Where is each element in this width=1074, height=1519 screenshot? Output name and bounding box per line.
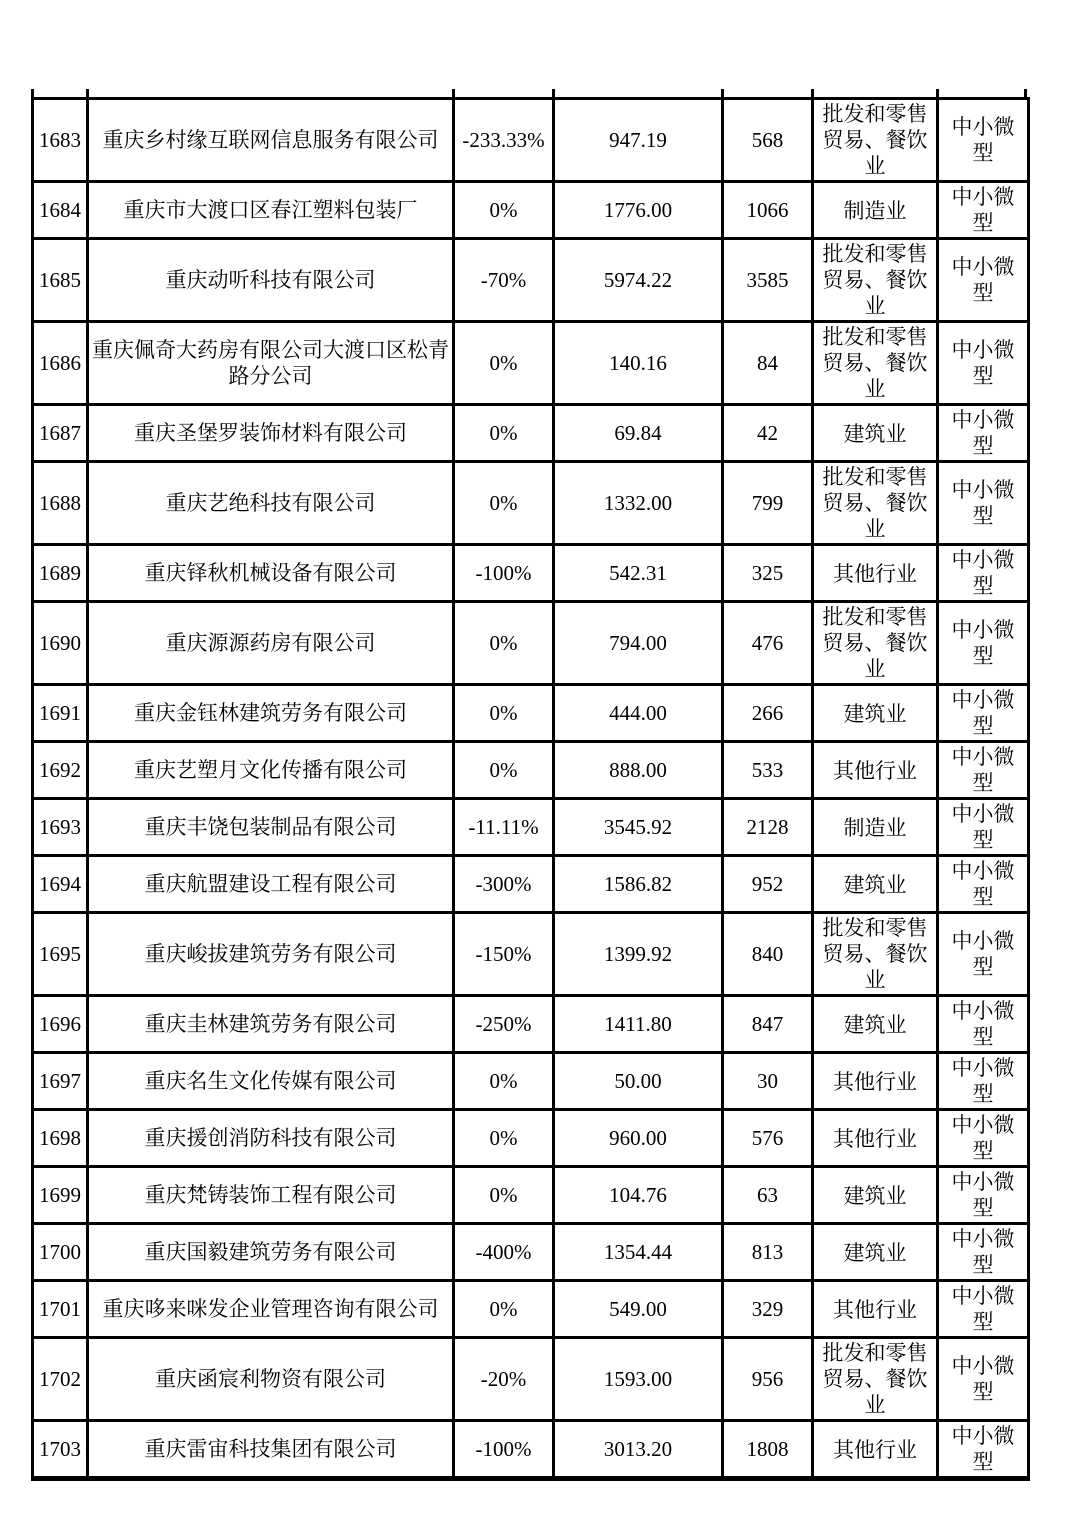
industry-label: 建筑业: [843, 873, 907, 898]
company-name-cell: 重庆哆来咪发企业管理咨询有限公司: [88, 1281, 454, 1338]
size-cell: [938, 1224, 1029, 1281]
count-cell: 42: [723, 405, 813, 462]
count-cell: 952: [723, 856, 813, 913]
change-percent-cell: 0%: [454, 1110, 554, 1167]
table-row: [33, 462, 1029, 545]
table-row: [33, 1224, 1029, 1281]
size-cell: [938, 1167, 1029, 1224]
count-cell: 84: [723, 322, 813, 405]
size-cell: [938, 322, 1029, 405]
count-cell: 30: [723, 1053, 813, 1110]
amount-cell: 3013.20: [554, 1421, 723, 1479]
industry-cell: [813, 1053, 938, 1110]
change-percent-cell: 0%: [454, 322, 554, 405]
grid-line-stub: [721, 89, 724, 97]
industry-cell: [813, 996, 938, 1053]
table-row: [33, 1421, 1029, 1479]
size-cell: [938, 405, 1029, 462]
change-percent-cell: -400%: [454, 1224, 554, 1281]
company-name-cell: 重庆丰饶包装制品有限公司: [88, 799, 454, 856]
grid-line-stub: [86, 89, 89, 97]
size-cell: [938, 1053, 1029, 1110]
industry-label: 其他行业: [833, 1298, 917, 1323]
amount-cell: 1593.00: [554, 1338, 723, 1421]
industry-cell: [813, 322, 938, 405]
size-cell: [938, 1338, 1029, 1421]
change-percent-cell: 0%: [454, 1167, 554, 1224]
count-cell: 325: [723, 545, 813, 602]
amount-cell: 947.19: [554, 99, 723, 182]
industry-label: 建筑业: [843, 1184, 907, 1209]
company-name-cell: 重庆雷宙科技集团有限公司: [88, 1421, 454, 1479]
count-cell: 847: [723, 996, 813, 1053]
count-cell: 1808: [723, 1421, 813, 1479]
amount-cell: 444.00: [554, 685, 723, 742]
row-number-cell: 1684: [33, 182, 88, 239]
change-percent-cell: 0%: [454, 685, 554, 742]
count-cell: 533: [723, 742, 813, 799]
row-number-cell: 1687: [33, 405, 88, 462]
row-number-cell: 1700: [33, 1224, 88, 1281]
table-row: [33, 913, 1029, 996]
company-name-cell: 重庆艺塑月文化传播有限公司: [88, 742, 454, 799]
amount-cell: 549.00: [554, 1281, 723, 1338]
amount-cell: 1354.44: [554, 1224, 723, 1281]
row-number-cell: 1690: [33, 602, 88, 685]
size-label: 中小微型: [951, 1227, 1015, 1277]
industry-cell: [813, 545, 938, 602]
change-percent-cell: 0%: [454, 405, 554, 462]
size-label: 中小微型: [951, 1056, 1015, 1106]
size-cell: [938, 799, 1029, 856]
company-name-cell: 重庆源源药房有限公司: [88, 602, 454, 685]
row-number-cell: 1699: [33, 1167, 88, 1224]
industry-cell: [813, 99, 938, 182]
amount-cell: 1776.00: [554, 182, 723, 239]
industry-cell: [813, 913, 938, 996]
industry-label: 其他行业: [833, 1070, 917, 1095]
change-percent-cell: 0%: [454, 1053, 554, 1110]
change-percent-cell: -250%: [454, 996, 554, 1053]
industry-cell: [813, 602, 938, 685]
row-number-cell: 1696: [33, 996, 88, 1053]
count-cell: 956: [723, 1338, 813, 1421]
size-cell: [938, 239, 1029, 322]
company-name-cell: 重庆佩奇大药房有限公司大渡口区松青路分公司: [88, 322, 454, 405]
amount-cell: 960.00: [554, 1110, 723, 1167]
table-row: [33, 742, 1029, 799]
industry-label: 批发和零售贸易、餐饮业: [822, 242, 928, 318]
company-name-cell: 重庆市大渡口区春江塑料包装厂: [88, 182, 454, 239]
industry-cell: [813, 799, 938, 856]
industry-label: 批发和零售贸易、餐饮业: [822, 916, 928, 992]
amount-cell: 50.00: [554, 1053, 723, 1110]
amount-cell: 1399.92: [554, 913, 723, 996]
industry-cell: [813, 239, 938, 322]
industry-cell: [813, 405, 938, 462]
grid-line-stub: [31, 89, 34, 97]
table-row: [33, 322, 1029, 405]
industry-cell: [813, 182, 938, 239]
amount-cell: 69.84: [554, 405, 723, 462]
size-cell: [938, 856, 1029, 913]
table-body: [33, 99, 1029, 1479]
row-number-cell: 1694: [33, 856, 88, 913]
company-table: [31, 97, 1030, 1481]
amount-cell: 1411.80: [554, 996, 723, 1053]
size-cell: [938, 1281, 1029, 1338]
count-cell: 799: [723, 462, 813, 545]
industry-label: 批发和零售贸易、餐饮业: [822, 465, 928, 541]
industry-label: 批发和零售贸易、餐饮业: [822, 605, 928, 681]
size-label: 中小微型: [951, 478, 1015, 528]
industry-cell: [813, 1338, 938, 1421]
industry-label: 批发和零售贸易、餐饮业: [822, 1341, 928, 1417]
industry-cell: [813, 856, 938, 913]
row-number-cell: 1685: [33, 239, 88, 322]
count-cell: 2128: [723, 799, 813, 856]
company-name-cell: 重庆名生文化传媒有限公司: [88, 1053, 454, 1110]
size-label: 中小微型: [951, 802, 1015, 852]
company-name-cell: 重庆圣堡罗装饰材料有限公司: [88, 405, 454, 462]
grid-line-stub: [936, 89, 939, 97]
amount-cell: 104.76: [554, 1167, 723, 1224]
change-percent-cell: -300%: [454, 856, 554, 913]
grid-line-stub: [1024, 89, 1027, 97]
industry-label: 建筑业: [843, 1241, 907, 1266]
amount-cell: 1586.82: [554, 856, 723, 913]
industry-cell: [813, 1421, 938, 1479]
company-name-cell: 重庆动听科技有限公司: [88, 239, 454, 322]
table-row: [33, 182, 1029, 239]
table-row: [33, 1110, 1029, 1167]
size-cell: [938, 462, 1029, 545]
size-cell: [938, 996, 1029, 1053]
size-label: 中小微型: [951, 115, 1015, 165]
size-label: 中小微型: [951, 185, 1015, 235]
table-row: [33, 602, 1029, 685]
grid-line-stub: [552, 89, 555, 97]
row-number-cell: 1686: [33, 322, 88, 405]
company-name-cell: 重庆峻拔建筑劳务有限公司: [88, 913, 454, 996]
row-number-cell: 1695: [33, 913, 88, 996]
change-percent-cell: 0%: [454, 742, 554, 799]
industry-label: 其他行业: [833, 1127, 917, 1152]
table-row: [33, 1281, 1029, 1338]
industry-label: 制造业: [843, 816, 907, 841]
row-number-cell: 1689: [33, 545, 88, 602]
size-label: 中小微型: [951, 999, 1015, 1049]
table-row: [33, 405, 1029, 462]
size-label: 中小微型: [951, 548, 1015, 598]
count-cell: 1066: [723, 182, 813, 239]
size-label: 中小微型: [951, 1354, 1015, 1404]
size-cell: [938, 545, 1029, 602]
amount-cell: 888.00: [554, 742, 723, 799]
industry-label: 制造业: [843, 199, 907, 224]
industry-label: 建筑业: [843, 702, 907, 727]
count-cell: 813: [723, 1224, 813, 1281]
row-number-cell: 1703: [33, 1421, 88, 1479]
size-cell: [938, 685, 1029, 742]
count-cell: 476: [723, 602, 813, 685]
table-row: [33, 1338, 1029, 1421]
change-percent-cell: 0%: [454, 602, 554, 685]
size-cell: [938, 99, 1029, 182]
table-row: [33, 996, 1029, 1053]
size-label: 中小微型: [951, 255, 1015, 305]
amount-cell: 1332.00: [554, 462, 723, 545]
amount-cell: 794.00: [554, 602, 723, 685]
industry-cell: [813, 1281, 938, 1338]
size-cell: [938, 742, 1029, 799]
size-cell: [938, 913, 1029, 996]
size-label: 中小微型: [951, 688, 1015, 738]
company-name-cell: 重庆金钰林建筑劳务有限公司: [88, 685, 454, 742]
row-number-cell: 1692: [33, 742, 88, 799]
amount-cell: 5974.22: [554, 239, 723, 322]
change-percent-cell: -100%: [454, 1421, 554, 1479]
industry-label: 其他行业: [833, 759, 917, 784]
size-label: 中小微型: [951, 1170, 1015, 1220]
change-percent-cell: -20%: [454, 1338, 554, 1421]
count-cell: 840: [723, 913, 813, 996]
row-number-cell: 1688: [33, 462, 88, 545]
change-percent-cell: -150%: [454, 913, 554, 996]
table-row: [33, 685, 1029, 742]
company-name-cell: 重庆函宸利物资有限公司: [88, 1338, 454, 1421]
industry-label: 其他行业: [833, 562, 917, 587]
count-cell: 568: [723, 99, 813, 182]
grid-line-stub: [811, 89, 814, 97]
change-percent-cell: 0%: [454, 1281, 554, 1338]
change-percent-cell: -11.11%: [454, 799, 554, 856]
change-percent-cell: -70%: [454, 239, 554, 322]
company-name-cell: 重庆铎秋机械设备有限公司: [88, 545, 454, 602]
industry-label: 建筑业: [843, 1013, 907, 1038]
size-label: 中小微型: [951, 859, 1015, 909]
size-label: 中小微型: [951, 929, 1015, 979]
size-cell: [938, 182, 1029, 239]
size-label: 中小微型: [951, 1424, 1015, 1474]
count-cell: 63: [723, 1167, 813, 1224]
industry-cell: [813, 742, 938, 799]
industry-cell: [813, 1224, 938, 1281]
company-name-cell: 重庆艺绝科技有限公司: [88, 462, 454, 545]
table-row: [33, 856, 1029, 913]
industry-label: 批发和零售贸易、餐饮业: [822, 325, 928, 401]
table-row: [33, 239, 1029, 322]
row-number-cell: 1702: [33, 1338, 88, 1421]
row-number-cell: 1683: [33, 99, 88, 182]
count-cell: 576: [723, 1110, 813, 1167]
table-row: [33, 799, 1029, 856]
company-name-cell: 重庆圭林建筑劳务有限公司: [88, 996, 454, 1053]
size-label: 中小微型: [951, 338, 1015, 388]
table-row: [33, 1053, 1029, 1110]
company-name-cell: 重庆航盟建设工程有限公司: [88, 856, 454, 913]
row-number-cell: 1693: [33, 799, 88, 856]
industry-cell: [813, 462, 938, 545]
count-cell: 266: [723, 685, 813, 742]
grid-line-stub: [452, 89, 455, 97]
industry-cell: [813, 685, 938, 742]
amount-cell: 3545.92: [554, 799, 723, 856]
amount-cell: 140.16: [554, 322, 723, 405]
industry-cell: [813, 1167, 938, 1224]
table-row: [33, 545, 1029, 602]
industry-label: 批发和零售贸易、餐饮业: [822, 102, 928, 178]
row-number-cell: 1697: [33, 1053, 88, 1110]
size-cell: [938, 602, 1029, 685]
size-label: 中小微型: [951, 1284, 1015, 1334]
change-percent-cell: 0%: [454, 462, 554, 545]
industry-label: 建筑业: [843, 422, 907, 447]
amount-cell: 542.31: [554, 545, 723, 602]
industry-label: 其他行业: [833, 1438, 917, 1463]
count-cell: 3585: [723, 239, 813, 322]
change-percent-cell: 0%: [454, 182, 554, 239]
size-cell: [938, 1110, 1029, 1167]
count-cell: 329: [723, 1281, 813, 1338]
size-label: 中小微型: [951, 618, 1015, 668]
industry-cell: [813, 1110, 938, 1167]
company-name-cell: 重庆乡村缘互联网信息服务有限公司: [88, 99, 454, 182]
change-percent-cell: -233.33%: [454, 99, 554, 182]
size-label: 中小微型: [951, 1113, 1015, 1163]
size-label: 中小微型: [951, 408, 1015, 458]
company-name-cell: 重庆梵铸装饰工程有限公司: [88, 1167, 454, 1224]
row-number-cell: 1698: [33, 1110, 88, 1167]
table-row: [33, 99, 1029, 182]
company-name-cell: 重庆援创消防科技有限公司: [88, 1110, 454, 1167]
row-number-cell: 1691: [33, 685, 88, 742]
row-number-cell: 1701: [33, 1281, 88, 1338]
size-cell: [938, 1421, 1029, 1479]
size-label: 中小微型: [951, 745, 1015, 795]
change-percent-cell: -100%: [454, 545, 554, 602]
company-name-cell: 重庆国毅建筑劳务有限公司: [88, 1224, 454, 1281]
table-row: [33, 1167, 1029, 1224]
